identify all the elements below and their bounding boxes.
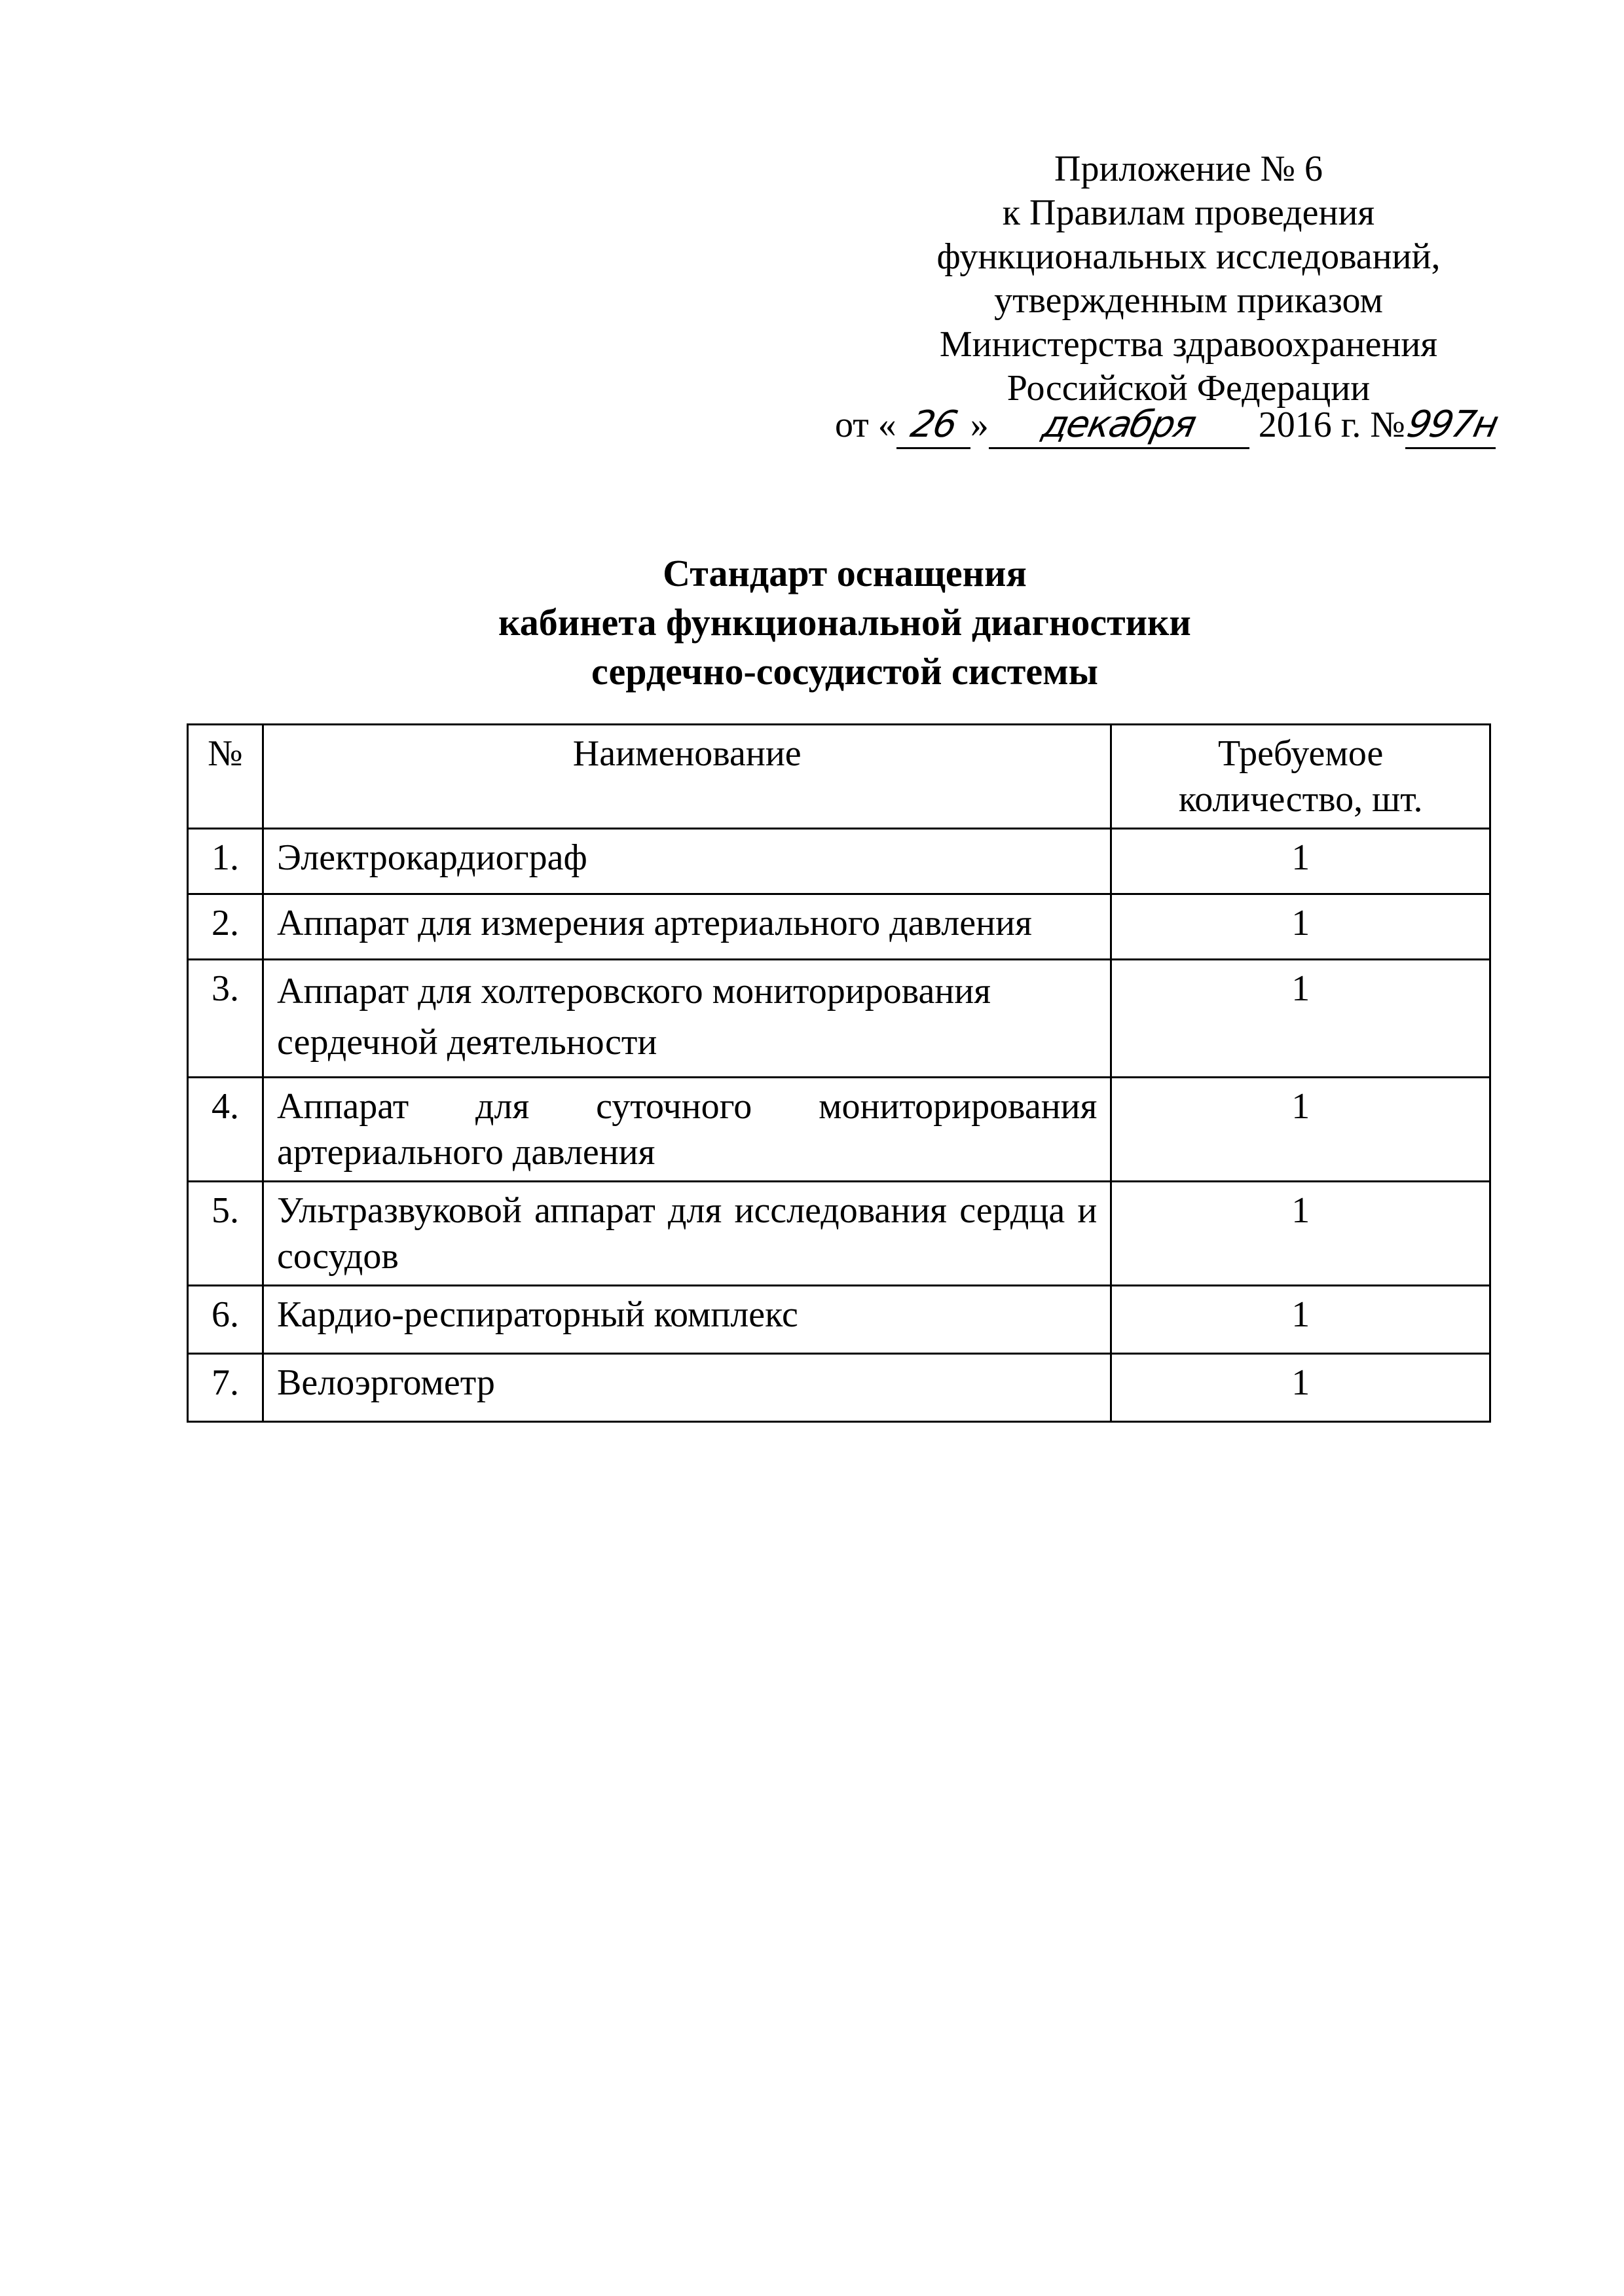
row-num: 2.: [188, 894, 263, 960]
header-name: Наименование: [263, 725, 1111, 829]
appendix-line-2: к Правилам проведения: [1002, 192, 1375, 233]
date-month-handwritten: декабря: [1039, 403, 1200, 446]
table-row: [188, 1078, 1490, 1182]
title-line-3: сердечно-сосудистой системы: [591, 650, 1098, 693]
row-num: 4.: [188, 1078, 263, 1182]
row-num: 5.: [188, 1182, 263, 1286]
date-prefix: от «: [835, 405, 896, 445]
row-name: Кардио-респираторный комплекс: [263, 1286, 1111, 1354]
row-name: Ультразвуковой аппарат для исследования сердца и сосудов: [263, 1182, 1111, 1286]
row-name: Аппарат для холтеровского мониторирования сердечной деятельности: [263, 960, 1111, 1078]
appendix-line-1: Приложение № 6: [1054, 149, 1323, 189]
date-close-quote: »: [970, 405, 989, 445]
header-num: №: [188, 725, 263, 829]
row-num: 6.: [188, 1286, 263, 1354]
table-row: [188, 894, 1490, 960]
table-row: [188, 1286, 1490, 1354]
title-line-2: кабинета функциональной диагностики: [498, 601, 1191, 644]
header-qty: Требуемое количество, шт.: [1111, 725, 1490, 829]
row-qty: 1: [1111, 1182, 1490, 1286]
title-line-1: Стандарт оснащения: [663, 552, 1027, 594]
row-qty: 1: [1111, 960, 1490, 1078]
row-qty: 1: [1111, 829, 1490, 894]
table-row: [188, 960, 1490, 1078]
row-num: 7.: [188, 1354, 263, 1422]
appendix-header: [822, 147, 1555, 410]
appendix-line-5: Министерства здравоохранения: [939, 324, 1438, 365]
date-day-handwritten: 26: [906, 403, 960, 446]
table-header-row: [188, 725, 1490, 829]
table-row: [188, 1354, 1490, 1422]
order-number-blank: [1403, 403, 1502, 449]
row-qty: 1: [1111, 894, 1490, 960]
table-row: [188, 1182, 1490, 1286]
row-name: Аппарат для измерения артериального давления: [263, 894, 1111, 960]
appendix-line-4: утвержденным приказом: [994, 280, 1383, 321]
appendix-line-6: Российской Федерации: [1006, 368, 1371, 409]
row-num: 3.: [188, 960, 263, 1078]
row-qty: 1: [1111, 1354, 1490, 1422]
row-name: Аппарат для суточного мониторирования артериального давления: [263, 1078, 1111, 1182]
date-month-blank: [989, 403, 1249, 449]
appendix-line-3: функциональных исследований,: [936, 236, 1441, 277]
row-name: Электрокардиограф: [263, 829, 1111, 894]
row-qty: 1: [1111, 1286, 1490, 1354]
document-title: [354, 549, 1336, 696]
date-year-text: 2016 г. №: [1258, 405, 1405, 445]
equipment-table: [187, 723, 1491, 1423]
row-name: Велоэргометр: [263, 1354, 1111, 1422]
order-date-line: [835, 403, 1502, 449]
row-qty: 1: [1111, 1078, 1490, 1182]
order-number-handwritten: 997н: [1403, 403, 1502, 446]
date-day-blank: [896, 403, 970, 449]
table-row: [188, 829, 1490, 894]
row-num: 1.: [188, 829, 263, 894]
